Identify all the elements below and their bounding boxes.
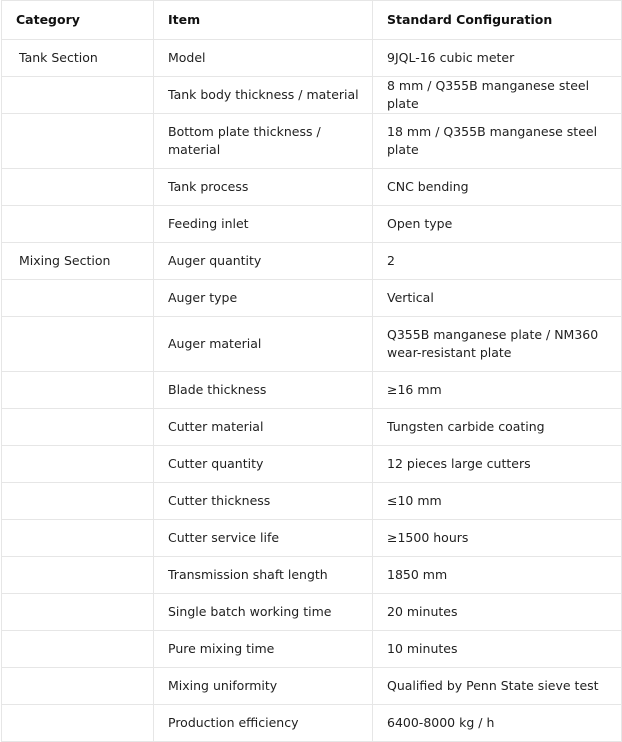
cell-item: Production efficiency	[154, 705, 373, 742]
table-row	[2, 77, 622, 114]
table-row	[2, 317, 622, 372]
cell-category	[2, 77, 154, 114]
cell-item: Feeding inlet	[154, 206, 373, 243]
table-row	[2, 280, 622, 317]
cell-category	[2, 409, 154, 446]
cell-config: ≥1500 hours	[373, 520, 622, 557]
cell-item: Cutter material	[154, 409, 373, 446]
cell-config: ≥16 mm	[373, 372, 622, 409]
cell-config: 20 minutes	[373, 594, 622, 631]
cell-category	[2, 169, 154, 206]
cell-item: Cutter quantity	[154, 446, 373, 483]
cell-item: Tank body thickness / material	[154, 77, 373, 114]
cell-item: Pure mixing time	[154, 631, 373, 668]
cell-category	[2, 372, 154, 409]
cell-category	[2, 705, 154, 742]
cell-category	[2, 483, 154, 520]
cell-item: Tank process	[154, 169, 373, 206]
cell-config: Vertical	[373, 280, 622, 317]
cell-category	[2, 114, 154, 169]
cell-category	[2, 280, 154, 317]
header-item: Item	[154, 1, 373, 40]
table-row	[2, 594, 622, 631]
table-row	[2, 446, 622, 483]
cell-category	[2, 446, 154, 483]
cell-config: Open type	[373, 206, 622, 243]
table-row	[2, 206, 622, 243]
cell-config: Tungsten carbide coating	[373, 409, 622, 446]
cell-config: 12 pieces large cutters	[373, 446, 622, 483]
cell-item: Auger material	[154, 317, 373, 372]
cell-item: Single batch working time	[154, 594, 373, 631]
cell-config: ≤10 mm	[373, 483, 622, 520]
spec-table-container	[1, 0, 621, 742]
table-row	[2, 705, 622, 742]
cell-category	[2, 206, 154, 243]
cell-item: Model	[154, 40, 373, 77]
cell-item: Mixing uniformity	[154, 668, 373, 705]
header-standard-configuration: Standard Configuration	[373, 1, 622, 40]
table-row	[2, 169, 622, 206]
cell-config: 2	[373, 243, 622, 280]
header-row	[2, 1, 622, 40]
cell-config: 18 mm / Q355B manganese steel plate	[373, 114, 622, 169]
table-row	[2, 40, 622, 77]
table-row	[2, 631, 622, 668]
cell-config: 8 mm / Q355B manganese steel plate	[373, 77, 622, 114]
cell-item: Blade thickness	[154, 372, 373, 409]
cell-item: Auger type	[154, 280, 373, 317]
cell-category	[2, 594, 154, 631]
cell-item: Auger quantity	[154, 243, 373, 280]
cell-config: 6400-8000 kg / h	[373, 705, 622, 742]
table-row	[2, 668, 622, 705]
cell-item: Bottom plate thickness / material	[154, 114, 373, 169]
cell-config: 1850 mm	[373, 557, 622, 594]
cell-config: Q355B manganese plate / NM360 wear-resistant plate	[373, 317, 622, 372]
table-row	[2, 243, 622, 280]
table-row	[2, 409, 622, 446]
table-row	[2, 372, 622, 409]
spec-table	[1, 0, 622, 742]
cell-category: Mixing Section	[2, 243, 154, 280]
cell-category	[2, 668, 154, 705]
cell-category	[2, 631, 154, 668]
cell-config: 10 minutes	[373, 631, 622, 668]
cell-item: Cutter thickness	[154, 483, 373, 520]
header-category: Category	[2, 1, 154, 40]
cell-category: Tank Section	[2, 40, 154, 77]
cell-config: 9JQL-16 cubic meter	[373, 40, 622, 77]
table-row	[2, 520, 622, 557]
cell-category	[2, 520, 154, 557]
cell-config: Qualified by Penn State sieve test	[373, 668, 622, 705]
table-row	[2, 483, 622, 520]
cell-config: CNC bending	[373, 169, 622, 206]
cell-item: Transmission shaft length	[154, 557, 373, 594]
cell-category	[2, 317, 154, 372]
table-row	[2, 557, 622, 594]
table-row	[2, 114, 622, 169]
cell-category	[2, 557, 154, 594]
cell-item: Cutter service life	[154, 520, 373, 557]
